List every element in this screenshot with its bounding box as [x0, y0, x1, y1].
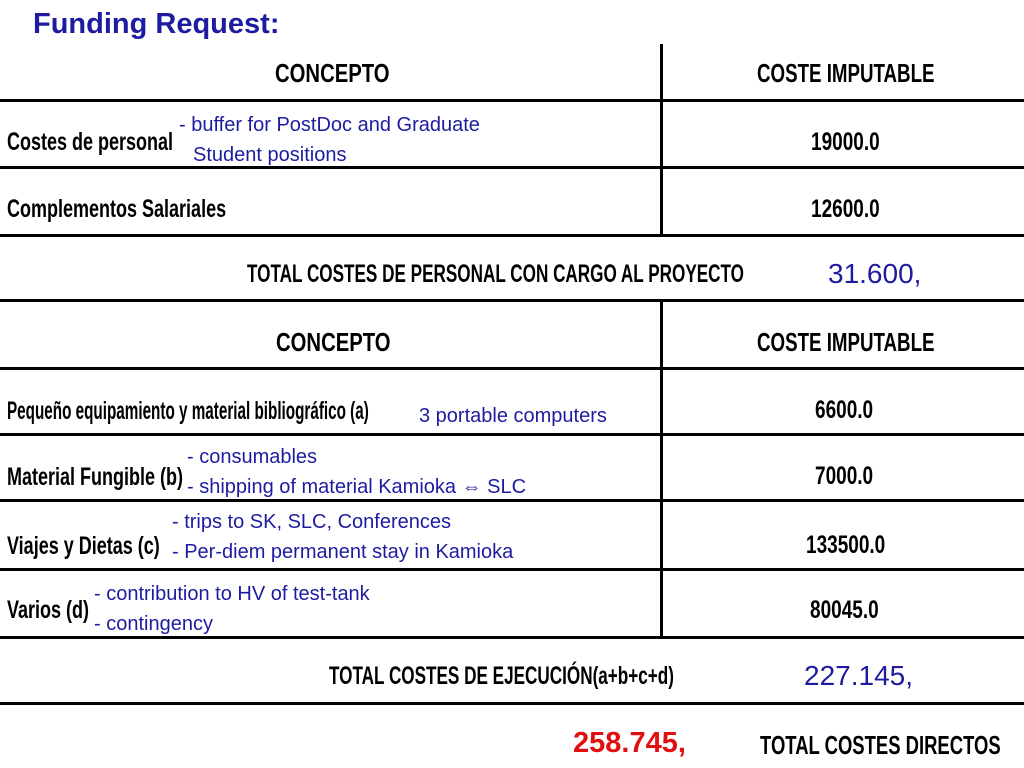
table2-header-cost: COSTE IMPUTABLE	[757, 327, 935, 357]
row-note: - trips to SK, SLC, Conferences - Per-diem permanent stay in Kamioka	[172, 511, 514, 563]
row-value: 6600.0	[815, 396, 874, 424]
row-label-pequeno-equipamiento: Pequeño equipamiento y material bibliográfico (a)	[7, 397, 369, 425]
table1-header-cost: COSTE IMPUTABLE	[757, 58, 935, 88]
row-divider	[0, 433, 1024, 436]
row-label-complementos: Complementos Salariales	[7, 195, 227, 223]
total-personal-value: 31.600,	[828, 258, 922, 289]
total-personal-label: TOTAL COSTES DE PERSONAL CON CARGO AL PROYECTO	[247, 260, 745, 288]
row-divider	[0, 99, 1024, 102]
row-divider	[0, 702, 1024, 705]
table2-header-concept: CONCEPTO	[276, 327, 391, 357]
column-divider	[660, 302, 663, 636]
row-value: 12600.0	[811, 195, 880, 223]
row-divider	[0, 568, 1024, 571]
grand-total-value: 258.745,	[573, 727, 686, 759]
row-divider	[0, 166, 1024, 169]
row-divider	[0, 234, 1024, 237]
row-label-costes-personal: Costes de personal	[7, 128, 174, 156]
row-note: 3 portable computers	[419, 405, 607, 427]
table1-header-concept: CONCEPTO	[275, 58, 390, 88]
row-note: - consumables - shipping of material Kamioka ⇔ SLC	[187, 446, 527, 498]
total-ejecucion-value: 227.145,	[804, 660, 913, 691]
row-value: 19000.0	[811, 128, 880, 156]
row-label-viajes-dietas: Viajes y Dietas (c)	[7, 532, 160, 560]
row-label-varios: Varios (d)	[7, 596, 90, 624]
page-title: Funding Request:	[33, 8, 280, 40]
column-divider	[660, 44, 663, 236]
grand-total-label: TOTAL COSTES DIRECTOS	[760, 730, 1001, 760]
total-ejecucion-label: TOTAL COSTES DE EJECUCIÓN(a+b+c+d)	[329, 662, 674, 690]
row-divider	[0, 367, 1024, 370]
row-value: 7000.0	[815, 462, 874, 490]
row-value: 133500.0	[806, 531, 886, 559]
row-label-material-fungible: Material Fungible (b)	[7, 463, 184, 491]
row-note: - buffer for PostDoc and Graduate Student positions	[179, 114, 480, 166]
row-note: - contribution to HV of test-tank - contingency	[94, 583, 370, 635]
row-value: 80045.0	[810, 596, 879, 624]
row-divider	[0, 299, 1024, 302]
